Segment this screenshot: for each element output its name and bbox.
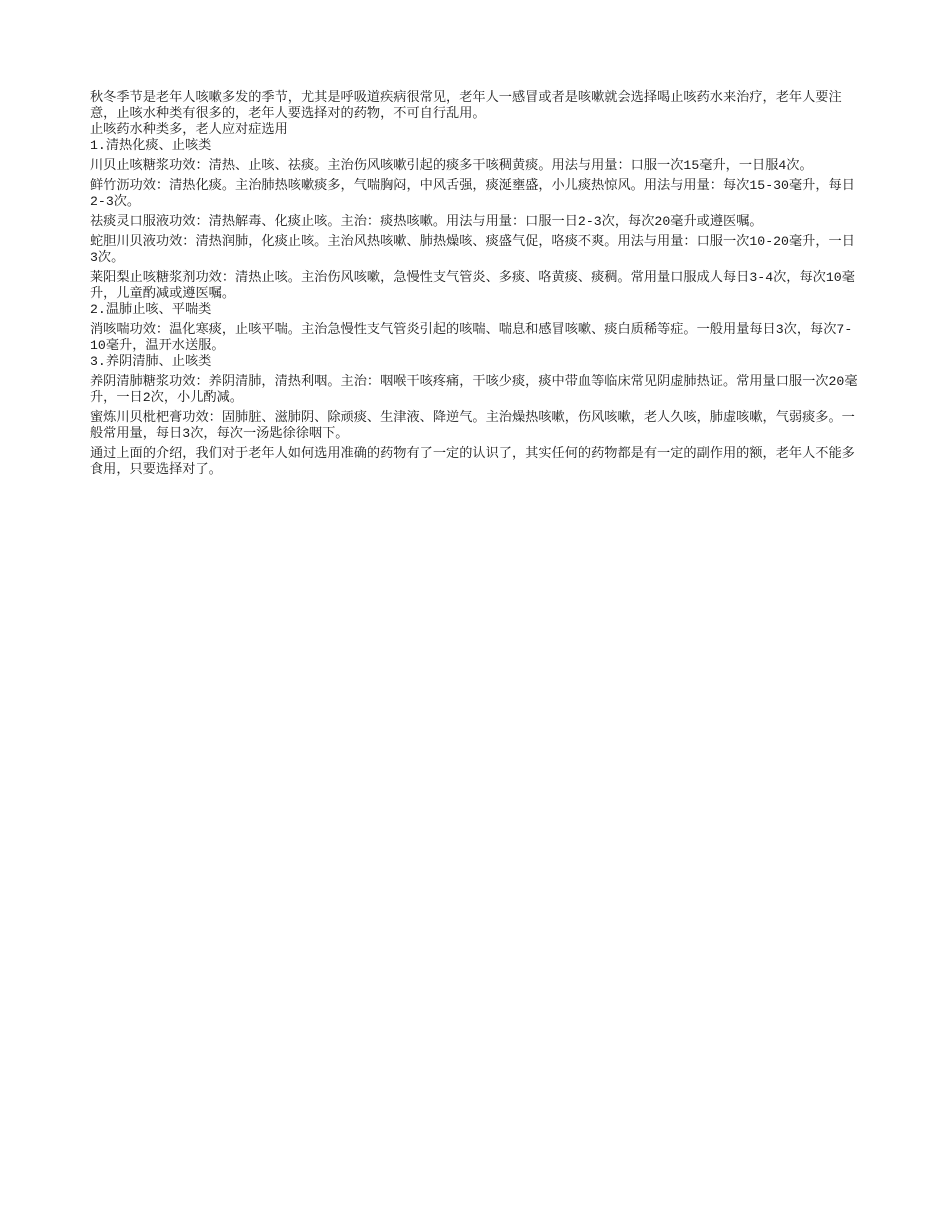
conclusion-paragraph: 通过上面的介绍，我们对于老年人如何选用准确的药物有了一定的认识了，其实任何的药物都是有一定的副作用的额，老年人不能多食用，只要选择对了。 <box>90 446 855 477</box>
medicine-paragraph-laiyang-pear: 莱阳梨止咳糖浆剂功效：清热止咳。主治伤风咳嗽，急慢性支气管炎、多痰、咯黄痰、痰稠。常用量口服成人每日3-4次，每次10毫升，儿童酌减或遵医嘱。 <box>90 270 855 301</box>
medicine-paragraph-milian-pipa: 蜜炼川贝枇杷膏功效：固肺脏、滋肺阴、除顽痰、生津液、降逆气。主治燥热咳嗽，伤风咳嗽，老人久咳，肺虚咳嗽，气弱痰多。一般常用量，每日3次，每次一汤匙徐徐咽下。 <box>90 410 855 441</box>
section-heading-1: 1.清热化痰、止咳类 <box>90 138 212 153</box>
medicine-paragraph-yangyin-qingfei: 养阴清肺糖浆功效：养阴清肺，清热利咽。主治：咽喉干咳疼痛，干咳少痰，痰中带血等临床常见阴虚肺热证。常用量口服一次20毫升，一日2次，小儿酌减。 <box>90 374 858 405</box>
document-body <box>90 90 860 482</box>
subtitle: 止咳药水种类多，老人应对症选用 <box>90 122 288 137</box>
intro-paragraph: 秋冬季节是老年人咳嗽多发的季节，尤其是呼吸道疾病很常见，老年人一感冒或者是咳嗽就会选择喝止咳药水来治疗，老年人要注意，止咳水种类有很多的，老年人要选择对的药物，不可自行乱用。 <box>90 90 842 121</box>
medicine-paragraph-chuanbei-syrup: 川贝止咳糖浆功效：清热、止咳、祛痰。主治伤风咳嗽引起的痰多干咳稠黄痰。用法与用量：口服一次15毫升，一日服4次。 <box>90 158 813 173</box>
section-heading-2: 2.温肺止咳、平喘类 <box>90 302 212 317</box>
medicine-paragraph-qutanling: 祛痰灵口服液功效：清热解毒、化痰止咳。主治：痰热咳嗽。用法与用量：口服一日2-3次，每次20毫升或遵医嘱。 <box>90 214 763 229</box>
section-heading-3: 3.养阴清肺、止咳类 <box>90 354 212 369</box>
medicine-paragraph-xianzhuli: 鲜竹沥功效：清热化痰。主治肺热咳嗽痰多，气喘胸闷，中风舌强，痰涎壅盛，小儿痰热惊风。用法与用量：每次15-30毫升，每日2-3次。 <box>90 178 855 209</box>
medicine-paragraph-xiaokechuan: 消咳喘功效：温化寒痰，止咳平喘。主治急慢性支气管炎引起的咳喘、喘息和感冒咳嗽、痰白质稀等症。一般用量每日3次，每次7-10毫升，温开水送服。 <box>90 322 853 353</box>
medicine-paragraph-shedan-chuanbei: 蛇胆川贝液功效：清热润肺，化痰止咳。主治风热咳嗽、肺热燥咳、痰盛气促，咯痰不爽。用法与用量：口服一次10-20毫升，一日3次。 <box>90 234 855 265</box>
